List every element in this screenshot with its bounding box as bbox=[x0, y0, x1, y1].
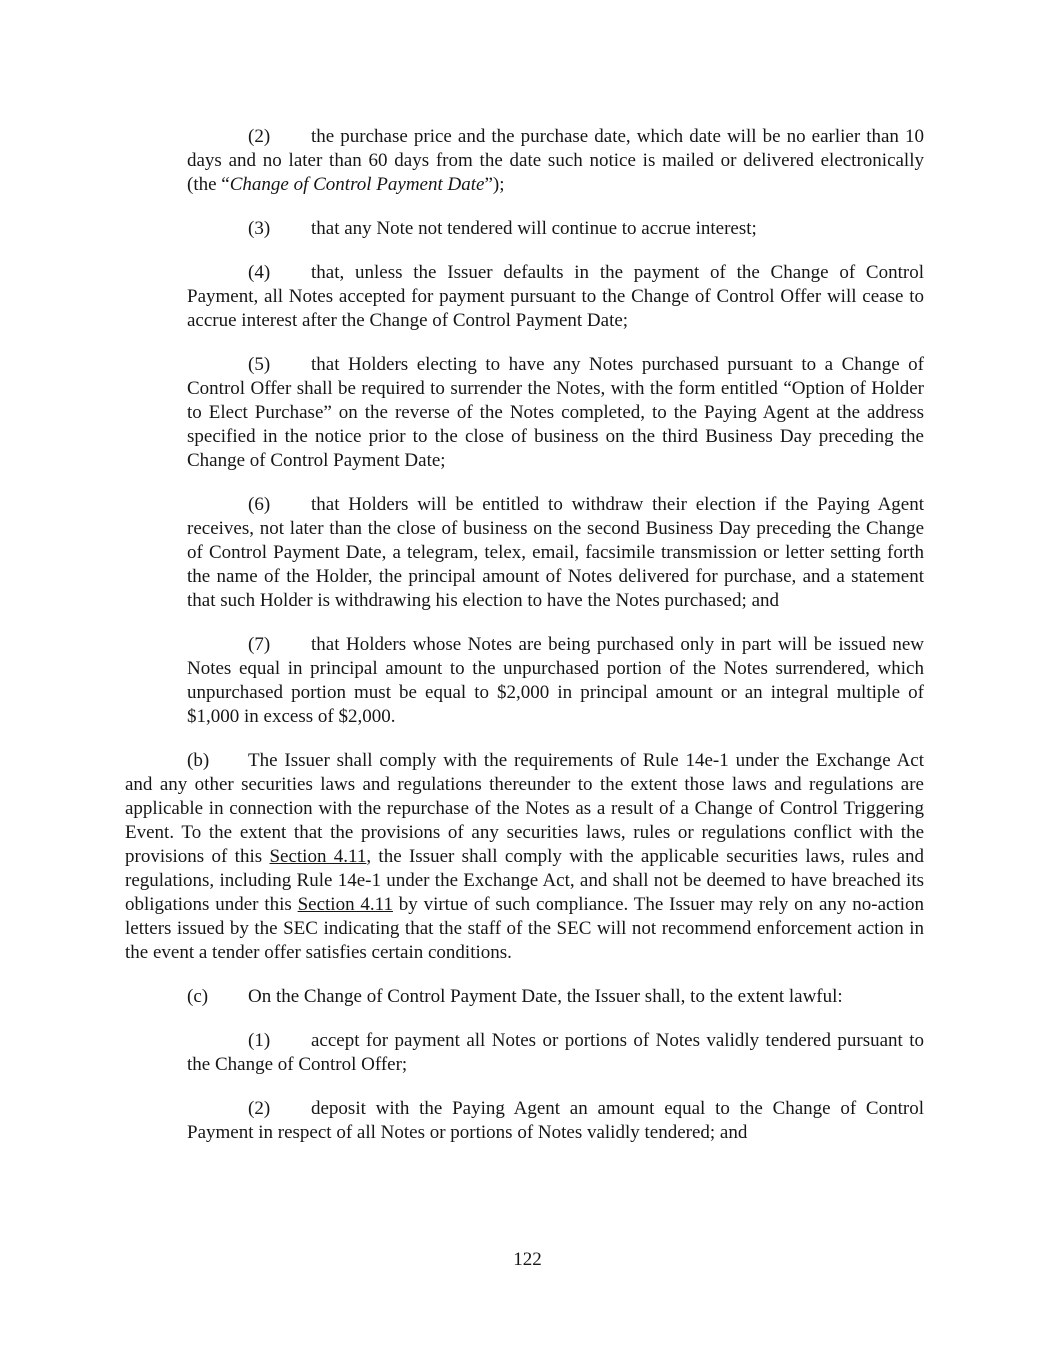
defined-term: Change of Control Payment Date bbox=[229, 174, 485, 195]
clause-text: The Issuer shall comply with the requirements of Rule 14e-1 under the Exchange Act and any other securities laws and regulations thereunder to the extent those laws and regulations are applicable in connection with the repurchase of the Notes as a result of a Change of Control Triggering Event. To the extent that the provisions of any securities laws, rules or regulations conflict with the provisions of this bbox=[125, 750, 924, 867]
clause-text: that, unless the Issuer defaults in the payment of the Change of Control Payment, all Notes accepted for payment pursuant to the Change of Control Offer will cease to accrue interest after the Change of Control Payment Date; bbox=[187, 262, 924, 331]
clause-a-5 bbox=[187, 353, 924, 473]
clause-text: by virtue of such compliance. The Issuer may rely on any no-action letters issued by the SEC indicating that the staff of the SEC will not recommend enforcement action in the event a tender offer satisfies certain conditions. bbox=[125, 894, 924, 963]
clause-text: that any Note not tendered will continue to accrue interest; bbox=[311, 218, 757, 239]
section-reference: Section 4.11 bbox=[297, 894, 393, 915]
clause-text: that Holders electing to have any Notes purchased pursuant to a Change of Control Offer shall be required to surrender the Notes, with the form entitled “Option of Holder to Elect Purchase” on the reverse of the Notes completed, to the Paying Agent at the address specified in the notice prior to the close of business on the third Business Day preceding the Change of Control Payment Date; bbox=[187, 354, 924, 471]
clause-text: ”); bbox=[484, 174, 505, 195]
clause-a-3 bbox=[187, 217, 924, 241]
clause-label: (4) bbox=[248, 262, 271, 283]
clause-text: the purchase price and the purchase date, which date will be no earlier than 10 days and no later than 60 days from the date such notice is mailed or delivered electronically (the “ bbox=[187, 126, 924, 195]
clause-label: (b) bbox=[187, 750, 210, 771]
page-body bbox=[0, 125, 1055, 1165]
clause-label: (6) bbox=[248, 494, 271, 515]
clause-text: On the Change of Control Payment Date, the Issuer shall, to the extent lawful: bbox=[248, 986, 843, 1007]
clause-text: accept for payment all Notes or portions of Notes validly tendered pursuant to the Change of Control Offer; bbox=[187, 1030, 924, 1075]
clause-text: deposit with the Paying Agent an amount equal to the Change of Control Payment in respect of all Notes or portions of Notes validly tendered; and bbox=[187, 1098, 924, 1143]
clause-label: (5) bbox=[248, 354, 271, 375]
clause-a-7 bbox=[187, 633, 924, 729]
clause-label: (1) bbox=[248, 1030, 271, 1051]
clause-text: , the Issuer shall comply with the applicable securities laws, rules and regulations, including Rule 14e-1 under the Exchange Act, and shall not be deemed to have breached its obligations under this bbox=[125, 846, 925, 915]
clause-label: (c) bbox=[187, 986, 209, 1007]
clause-text: that Holders whose Notes are being purchased only in part will be issued new Notes equal in principal amount to the unpurchased portion of the Notes surrendered, which unpurchased portion must be equal to $2,000 in principal amount or an integral multiple of $1,000 in excess of $2,000. bbox=[187, 634, 924, 727]
clause-b bbox=[125, 749, 924, 965]
clause-a-4 bbox=[187, 261, 924, 333]
section-reference: Section 4.11 bbox=[269, 846, 367, 867]
clause-label: (7) bbox=[248, 634, 271, 655]
clause-text: that Holders will be entitled to withdraw their election if the Paying Agent receives, not later than the close of business on the second Business Day preceding the Change of Control Payment Date, a telegram, telex, email, facsimile transmission or letter setting forth the name of the Holder, the principal amount of Notes delivered for purchase, and a statement that such Holder is withdrawing his election to have the Notes purchased; and bbox=[187, 494, 924, 611]
clause-c-2 bbox=[187, 1097, 924, 1145]
page-number: 122 bbox=[513, 1249, 542, 1270]
clause-a-6 bbox=[187, 493, 924, 613]
clause-c-1 bbox=[187, 1029, 924, 1077]
clause-label: (2) bbox=[248, 1098, 271, 1119]
clause-label: (2) bbox=[248, 126, 271, 147]
clause-label: (3) bbox=[248, 218, 271, 239]
clause-c bbox=[125, 985, 924, 1009]
clause-a-2 bbox=[187, 125, 924, 197]
